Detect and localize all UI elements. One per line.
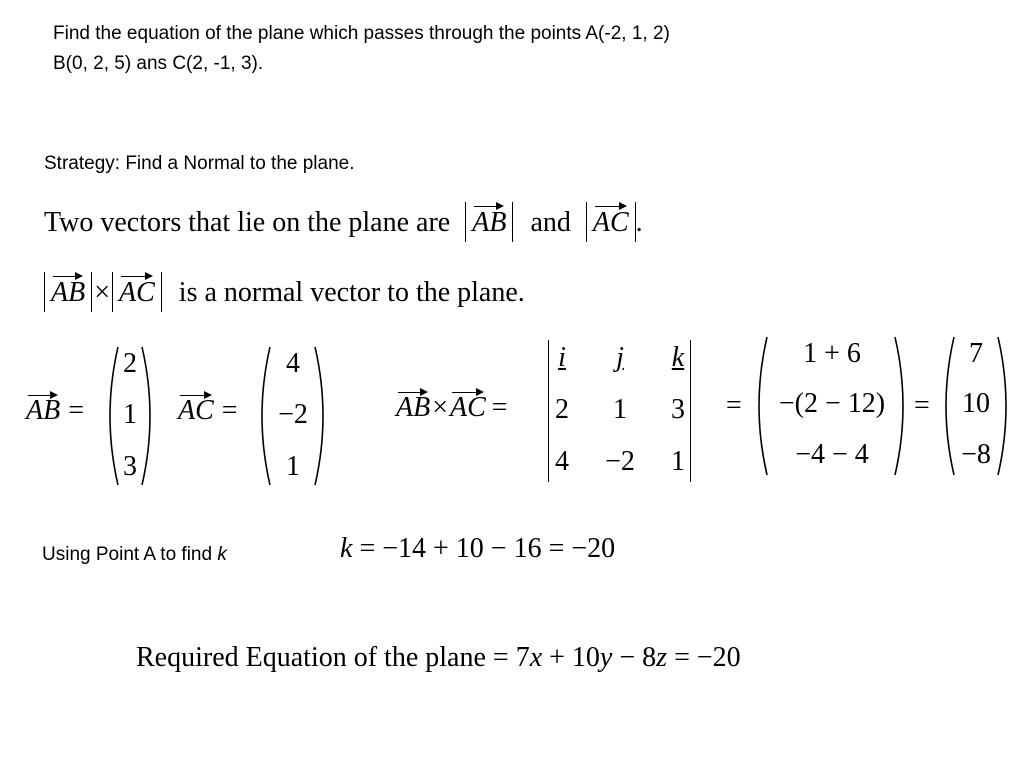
k-equation bbox=[340, 533, 615, 565]
vector-ac-lhs bbox=[178, 395, 238, 427]
cross-equals: = bbox=[491, 392, 508, 423]
expanded-component-1: 1 + 6 bbox=[803, 338, 861, 369]
unit-vector-k: k bbox=[671, 342, 685, 373]
vector-ac-equals: = bbox=[221, 395, 238, 426]
cross-times-symbol: × bbox=[432, 392, 449, 423]
variable-y: y bbox=[599, 642, 613, 673]
cross-product-lhs bbox=[396, 392, 508, 424]
determinant-row3-col2: −2 bbox=[605, 446, 635, 477]
variable-x: x bbox=[529, 642, 543, 673]
final-equation bbox=[136, 642, 741, 674]
cross-ab-label: AB bbox=[396, 392, 431, 423]
normal-ac-magnitude bbox=[112, 272, 162, 312]
vector-ab-magnitude bbox=[465, 202, 513, 242]
expanded-component-2: −(2 − 12) bbox=[778, 388, 886, 419]
normal-vector-line bbox=[44, 272, 525, 312]
expanded-equals: = bbox=[726, 390, 742, 421]
problem-line-1: Find the equation of the plane which passes through the points A(-2, 1, 2) bbox=[53, 23, 670, 44]
normal-component-y: 10 bbox=[962, 388, 990, 419]
coefficient-z: 8 bbox=[642, 642, 657, 673]
final-rhs: = −20 bbox=[667, 642, 741, 673]
determinant-row2-col2: 1 bbox=[613, 394, 627, 425]
two-vectors-line bbox=[44, 202, 643, 242]
vector-ac-component-3: 1 bbox=[286, 451, 300, 482]
expanded-component-3: −4 − 4 bbox=[795, 439, 869, 470]
vector-ab-equals: = bbox=[68, 395, 85, 426]
normal-ab-magnitude bbox=[44, 272, 92, 312]
normal-component-x: 7 bbox=[969, 338, 983, 369]
normal-vector-text: is a normal vector to the plane. bbox=[178, 277, 525, 308]
plus-sign: + bbox=[542, 642, 572, 673]
normal-ab-label: AB bbox=[51, 277, 86, 308]
vector-ab-component-2: 1 bbox=[123, 399, 137, 430]
cross-symbol: × bbox=[94, 277, 111, 308]
determinant-row2-col1: 2 bbox=[555, 394, 569, 425]
two-vectors-period: . bbox=[635, 207, 643, 238]
coefficient-y: 10 bbox=[571, 642, 600, 673]
unit-vector-i: i bbox=[558, 342, 566, 373]
final-equation-label: Required Equation of the plane = bbox=[136, 642, 516, 673]
k-equation-rhs: = −14 + 10 − 16 = −20 bbox=[352, 533, 616, 564]
vector-ac-label: AC bbox=[592, 207, 629, 238]
vector-ac-magnitude bbox=[586, 202, 636, 242]
variable-z: z bbox=[656, 642, 668, 673]
determinant-row2-col3: 3 bbox=[671, 394, 685, 425]
using-point-text bbox=[42, 541, 227, 569]
using-point-label: Using Point A to find bbox=[42, 544, 218, 565]
vector-ac-component-2: −2 bbox=[278, 399, 308, 430]
unit-vector-j: j bbox=[616, 342, 624, 373]
normal-component-z: −8 bbox=[961, 439, 991, 470]
and-word: and bbox=[530, 207, 571, 238]
two-vectors-prefix: Two vectors that lie on the plane are bbox=[44, 207, 451, 238]
expanded-left-paren bbox=[755, 335, 769, 477]
minus-sign: − bbox=[612, 642, 643, 673]
problem-line-2: B(0, 2, 5) ans C(2, -1, 3). bbox=[53, 53, 264, 74]
normal-ac-label: AC bbox=[119, 277, 155, 308]
determinant-row3-col3: 1 bbox=[671, 446, 685, 477]
strategy-text: Strategy: Find a Normal to the plane. bbox=[44, 153, 355, 174]
vector-ac-name: AC bbox=[178, 395, 214, 426]
vector-ac-component-1: 4 bbox=[286, 348, 300, 379]
vector-ab-name: AB bbox=[26, 395, 61, 426]
coefficient-x: 7 bbox=[515, 642, 530, 673]
result-equals: = bbox=[914, 390, 930, 421]
vector-ab-label: AB bbox=[472, 207, 507, 238]
vector-ab-component-3: 3 bbox=[123, 451, 137, 482]
vector-ab-lhs bbox=[26, 395, 84, 427]
determinant-row3-col1: 4 bbox=[555, 446, 569, 477]
using-point-k: k bbox=[217, 544, 227, 565]
vector-ab-component-1: 2 bbox=[123, 348, 137, 379]
cross-ac-label: AC bbox=[450, 392, 486, 423]
k-variable: k bbox=[340, 533, 353, 564]
